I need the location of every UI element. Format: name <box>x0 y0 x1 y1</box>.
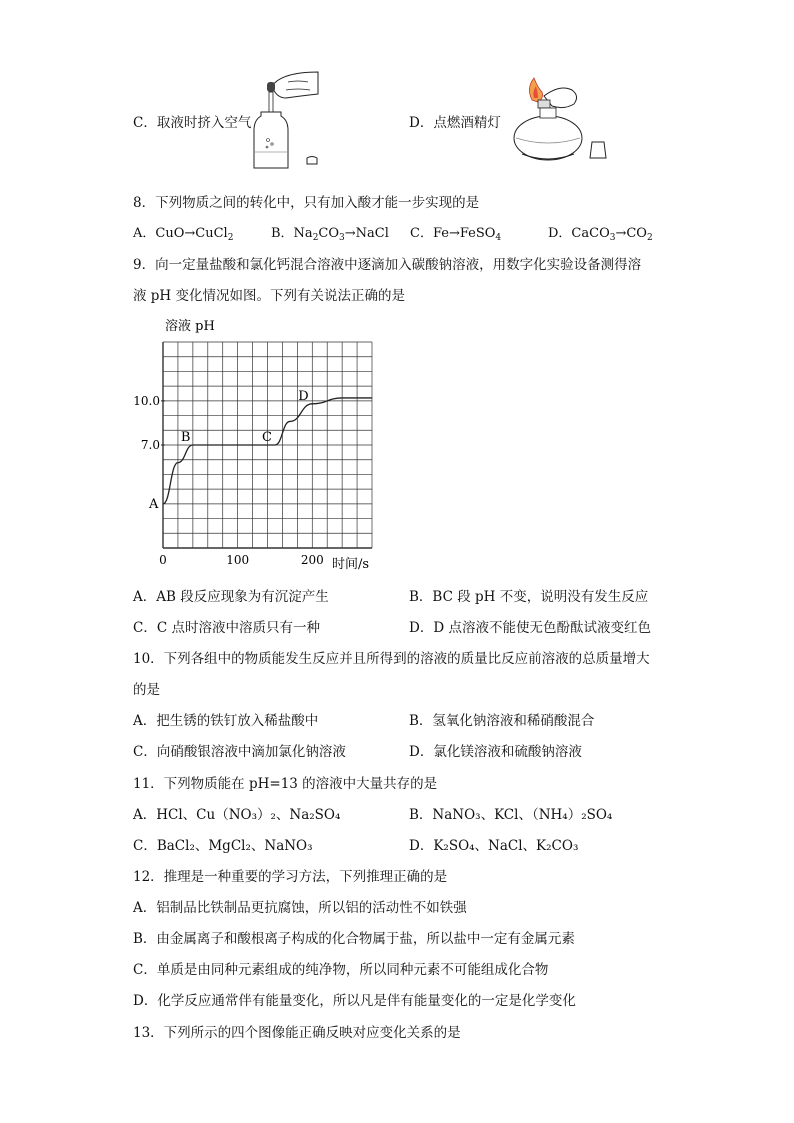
q7-option-d: D．点燃酒精灯 <box>409 115 501 131</box>
q10-option-d: D．氯化镁溶液和硫酸钠溶液 <box>409 744 582 760</box>
q10-stem-line2: 的是 <box>133 682 160 698</box>
q9-option-b: B．BC 段 pH 不变，说明没有发生反应 <box>409 589 649 605</box>
q12-option-a: A．铝制品比铁制品更抗腐蚀，所以铝的活动性不如铁强 <box>133 900 467 916</box>
q9-stem-line1: 9．向一定量盐酸和氯化钙混合溶液中逐滴加入碳酸钠溶液，用数字化实验设备测得溶 <box>133 257 642 273</box>
q12-option-b: B．由金属离子和酸根离子构成的化合物属于盐，所以盐中一定有金属元素 <box>133 931 575 947</box>
q9-option-a: A．AB 段反应现象为有沉淀产生 <box>133 589 329 605</box>
q12-option-d: D．化学反应通常伴有能量变化，所以凡是伴有能量变化的一定是化学变化 <box>133 993 576 1009</box>
q11-option-d: D．K₂SO₄、NaCl、K₂CO₃ <box>409 838 579 854</box>
q9-option-c: C．C 点时溶液中溶质只有一种 <box>133 620 320 636</box>
x-axis-label: 时间/s <box>332 557 370 572</box>
q10-option-a: A．把生锈的铁钉放入稀盐酸中 <box>133 713 319 729</box>
q9-stem-line2: 液 pH 变化情况如图。下列有关说法正确的是 <box>133 288 405 304</box>
alcohol-lamp-illustration <box>500 72 612 166</box>
q11-option-b: B．NaNO₃、KCl、（NH₄）₂SO₄ <box>409 807 613 823</box>
q12-stem: 12．推理是一种重要的学习方法，下列推理正确的是 <box>133 869 448 885</box>
point-label-b: B <box>180 430 191 445</box>
x-tick-label: 100 <box>226 553 250 567</box>
q8-option-b: B．$Na_2CO_3\to NaCl$ <box>271 226 389 243</box>
q7-option-c: C．取液时挤入空气 <box>133 115 252 131</box>
q10-option-b: B．氢氧化钠溶液和稀硝酸混合 <box>409 713 595 729</box>
q8-stem: 8．下列物质之间的转化中，只有加入酸才能一步实现的是 <box>133 195 480 211</box>
y-tick-label: 7.0 <box>140 438 160 452</box>
q12-option-c: C．单质是由同种元素组成的纯净物，所以同种元素不可能组成化合物 <box>133 962 549 978</box>
q10-option-c: C．向硝酸银溶液中滴加氯化钠溶液 <box>133 744 346 760</box>
ph-curve-chart <box>130 312 390 578</box>
y-axis-label: 溶液 pH <box>165 319 215 334</box>
y-tick-label: 10.0 <box>133 393 160 408</box>
q8-option-d: D．$CaCO_3\to CO_2$ <box>548 226 653 243</box>
q13-stem: 13．下列所示的四个图像能正确反映对应变化关系的是 <box>133 1025 461 1041</box>
x-tick-label: 0 <box>159 553 167 567</box>
point-label-a: A <box>149 496 159 512</box>
q10-stem-line1: 10．下列各组中的物质能发生反应并且所得到的溶液的质量比反应前溶液的总质量增大 <box>133 651 650 667</box>
dropper-bottle-illustration <box>252 68 324 174</box>
q9-option-d: D．D 点溶液不能使无色酚酞试液变红色 <box>409 620 651 636</box>
q8-option-c: C．Fe→FeSO$_4$ <box>410 226 502 243</box>
point-label-d: D <box>298 388 309 404</box>
x-tick-label: 200 <box>300 553 324 567</box>
q11-stem: 11．下列物质能在 pH=13 的溶液中大量共存的是 <box>133 776 438 792</box>
point-label-c: C <box>261 430 272 445</box>
q8-option-a: A．CuO→CuCl$_2$ <box>133 226 234 243</box>
q11-option-c: C．BaCl₂、MgCl₂、NaNO₃ <box>133 838 313 854</box>
q11-option-a: A．HCl、Cu（NO₃）₂、Na₂SO₄ <box>133 807 341 823</box>
